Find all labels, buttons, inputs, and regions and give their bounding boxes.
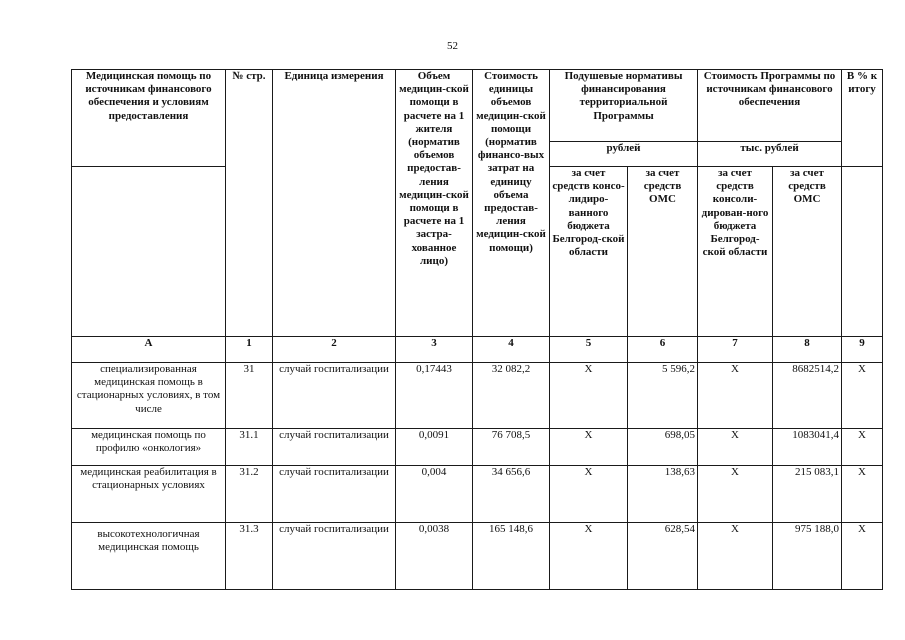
row-program-budget: X	[698, 429, 773, 466]
row-per-capita-oms: 5 596,2	[628, 363, 698, 429]
row-program-budget: X	[698, 363, 773, 429]
index-cell: 6	[628, 337, 698, 363]
index-cell: 8	[773, 337, 842, 363]
row-number: 31.2	[226, 466, 273, 523]
index-cell: 1	[226, 337, 273, 363]
header-col-1: № стр.	[226, 70, 273, 337]
row-volume: 0,004	[396, 466, 473, 523]
header-program-cost-unit: тыс. рублей	[698, 142, 842, 167]
row-program-oms: 8682514,2	[773, 363, 842, 429]
row-percent: X	[842, 466, 883, 523]
header-per-capita-group: Подушевые нормативы финансирования территориальной Программы	[550, 70, 698, 142]
row-program-oms: 1083041,4	[773, 429, 842, 466]
index-cell: 9	[842, 337, 883, 363]
row-unit: случай госпитализации	[273, 363, 396, 429]
row-name: медицинская помощь по профилю «онкология»	[72, 429, 226, 466]
header-col-5: за счет средств консо-лидиро-ванного бюджета Белгород-ской области	[550, 167, 628, 337]
table-row	[72, 466, 883, 523]
column-index-row	[72, 337, 883, 363]
row-program-budget: X	[698, 523, 773, 590]
row-per-capita-budget: X	[550, 466, 628, 523]
row-unit: случай госпитализации	[273, 429, 396, 466]
header-col-9: В % к итогу	[842, 70, 883, 167]
row-number: 31	[226, 363, 273, 429]
row-per-capita-budget: X	[550, 523, 628, 590]
index-cell: 3	[396, 337, 473, 363]
row-number: 31.3	[226, 523, 273, 590]
row-name: специализированная медицинская помощь в стационарных условиях, в том числе	[72, 363, 226, 429]
row-unit: случай госпитализации	[273, 523, 396, 590]
index-cell: 5	[550, 337, 628, 363]
header-program-cost-group: Стоимость Программы по источникам финансового обеспечения	[698, 70, 842, 142]
row-per-capita-oms: 138,63	[628, 466, 698, 523]
header-per-capita-unit: рублей	[550, 142, 698, 167]
row-number: 31.1	[226, 429, 273, 466]
header-col-4: Стоимость единицы объемов медицин-ской помощи (норматив финансо-вых затрат на единицу объема предостав-ления медицин-ской помощи)	[473, 70, 550, 337]
row-volume: 0,17443	[396, 363, 473, 429]
row-name: высокотехнологичная медицинская помощь	[72, 523, 226, 590]
row-per-capita-budget: X	[550, 429, 628, 466]
row-per-capita-budget: X	[550, 363, 628, 429]
table-row	[72, 429, 883, 466]
row-volume: 0,0038	[396, 523, 473, 590]
row-cost: 34 656,6	[473, 466, 550, 523]
header-col-6: за счет средств ОМС	[628, 167, 698, 337]
row-cost: 76 708,5	[473, 429, 550, 466]
index-cell: 2	[273, 337, 396, 363]
row-percent: X	[842, 523, 883, 590]
row-percent: X	[842, 363, 883, 429]
header-col-a: Медицинская помощь по источникам финансового обеспечения и условиям предоставления	[72, 70, 226, 167]
row-program-budget: X	[698, 466, 773, 523]
row-cost: 32 082,2	[473, 363, 550, 429]
header-col-2: Единица измерения	[273, 70, 396, 337]
header-empty-cell-a	[72, 167, 226, 337]
header-col-3: Объем медицин-ской помощи в расчете на 1 жителя (норматив объемов предостав-ления медицин-ской помощи в расчете на 1 застра-хованное лицо)	[396, 70, 473, 337]
page-number: 52	[447, 40, 458, 52]
table-row	[72, 363, 883, 429]
program-cost-table	[71, 69, 883, 590]
header-col-8: за счет средств ОМС	[773, 167, 842, 337]
row-per-capita-oms: 698,05	[628, 429, 698, 466]
table-row	[72, 523, 883, 590]
row-per-capita-oms: 628,54	[628, 523, 698, 590]
header-col-7: за счет средств консоли-дирован-ного бюджета Белгород-ской области	[698, 167, 773, 337]
index-cell: А	[72, 337, 226, 363]
row-unit: случай госпитализации	[273, 466, 396, 523]
header-empty-cell-9	[842, 167, 883, 337]
row-program-oms: 975 188,0	[773, 523, 842, 590]
row-name: медицинская реабилитация в стационарных условиях	[72, 466, 226, 523]
row-percent: X	[842, 429, 883, 466]
index-cell: 4	[473, 337, 550, 363]
index-cell: 7	[698, 337, 773, 363]
row-cost: 165 148,6	[473, 523, 550, 590]
row-program-oms: 215 083,1	[773, 466, 842, 523]
row-volume: 0,0091	[396, 429, 473, 466]
